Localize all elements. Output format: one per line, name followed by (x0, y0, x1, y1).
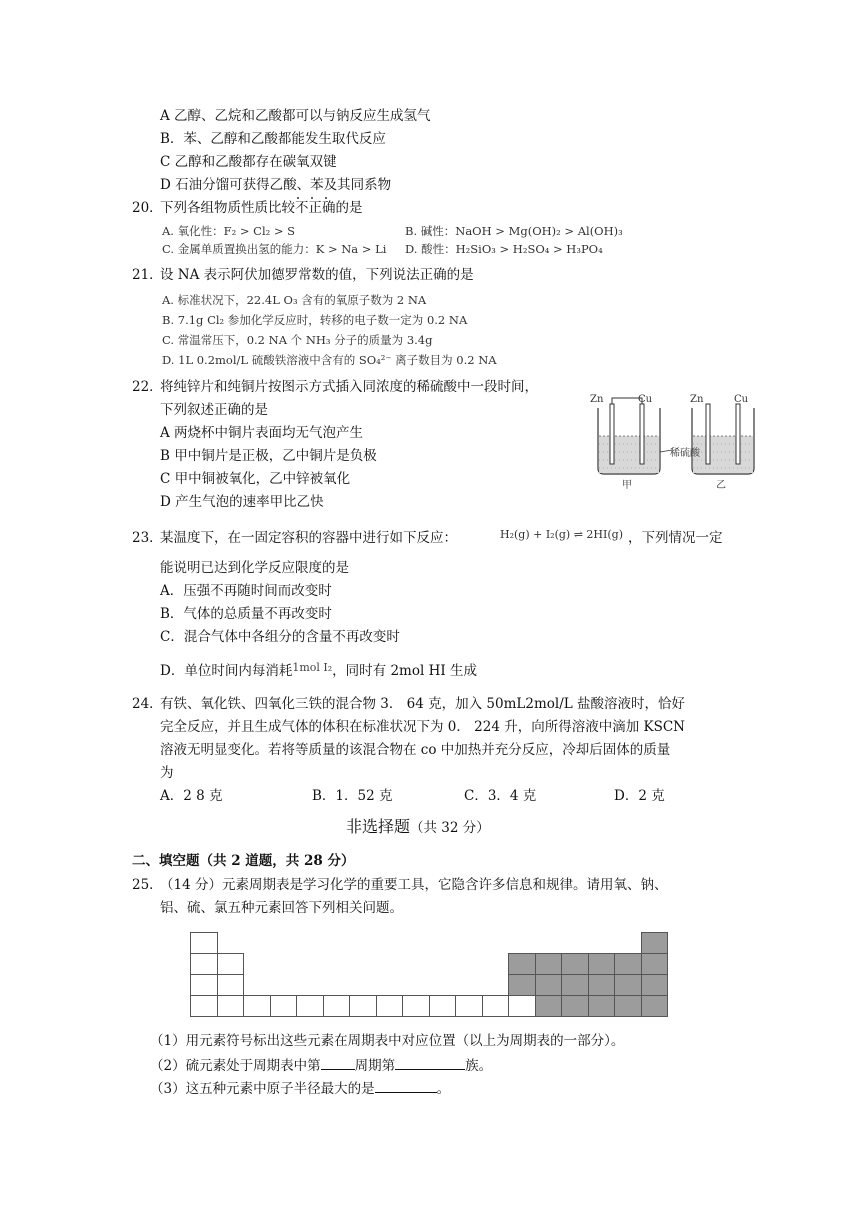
emphasis-dot (311, 197, 313, 199)
largest-radius-answer-blank[interactable] (375, 1078, 437, 1093)
periodic-table-cell (190, 953, 218, 975)
beakers-diagram (588, 390, 768, 490)
periodic-table-figure (190, 932, 674, 1024)
q23-stem-line1-end: ，下列情况一定 (628, 530, 723, 546)
q19-option-d: D 石油分馏可获得乙酸、苯及其同系物 (160, 177, 392, 193)
q22-option-c: C 甲中铜被氧化，乙中锌被氧化 (160, 471, 351, 487)
periodic-table-cell (402, 995, 430, 1017)
q22-stem-line2: 下列叙述正确的是 (160, 402, 268, 418)
periodic-table-cell (376, 995, 404, 1017)
q24-number: 24． (132, 696, 163, 712)
periodic-table-cell (561, 974, 589, 996)
q23-option-d-start: D．单位时间内每消耗 (160, 663, 293, 679)
periodic-table-cell (561, 953, 589, 975)
periodic-table-cell (429, 995, 457, 1017)
periodic-table-cell (641, 995, 669, 1017)
periodic-table-cell (217, 953, 245, 975)
q21-stem: 设 NA 表示阿伏加德罗常数的值，下列说法正确的是 (160, 267, 474, 283)
periodic-table-cell (217, 974, 245, 996)
q23-option-b: B．气体的总质量不再改变时 (160, 606, 332, 622)
periodic-table-cell (190, 995, 218, 1017)
q25-sub1: （1）用元素符号标出这些元素在周期表中对应位置（以上为周期表的一部分）。 (150, 1033, 625, 1049)
q20-option-b: B. 碱性：NaOH > Mg(OH)₂ > Al(OH)₃ (405, 224, 623, 238)
q25-sub2-mid: 周期第 (354, 1058, 396, 1074)
q20-stem: 下列各组物质性质比较不正确的是 (160, 200, 363, 216)
q24-option-b: B．1．52 克 (312, 788, 393, 804)
q20-option-c: C. 金属单质置换出氢的能力：K > Na > Li (162, 242, 387, 256)
zn-label-yi: Zn (690, 394, 704, 405)
q25-sub2 (150, 1055, 492, 1075)
periodic-table-cell (641, 953, 669, 975)
periodic-table-cell (190, 932, 218, 954)
periodic-table-cell (535, 974, 563, 996)
periodic-table-cell (270, 995, 298, 1017)
periodic-table-cell (561, 995, 589, 1017)
periodic-table-cell (217, 995, 245, 1017)
cu-label-jia: Cu (638, 394, 653, 405)
periodic-table-cell (190, 974, 218, 996)
q25-number: 25． (132, 877, 163, 893)
emphasis-dot (325, 197, 327, 199)
periodic-table-cell (296, 995, 324, 1017)
q24-line3: 溶液无明显变化。若将等质量的该混合物在 co 中加热并充分反应，冷却后固体的质量 (160, 742, 671, 758)
periodic-table-cell (508, 953, 536, 975)
q20-number: 20． (132, 200, 163, 216)
periodic-table-cell (614, 995, 642, 1017)
q19-option-a: A 乙醇、乙烷和乙酸都可以与钠反应生成氢气 (160, 108, 431, 124)
periodic-table-cell (508, 974, 536, 996)
q20-option-d: D. 酸性：H₂SiO₃ > H₂SO₄ > H₃PO₄ (405, 242, 603, 256)
section-title-text: 非选择题 (346, 817, 411, 836)
q22-number: 22． (132, 379, 163, 395)
q23-stem-line1: 某温度下，在一固定容积的容器中进行如下反应： (160, 530, 457, 546)
q22-option-b: B 甲中铜片是正极，乙中铜片是负极 (160, 448, 377, 464)
periodic-table-cell (614, 953, 642, 975)
q19-option-c: C 乙醇和乙酸都存在碳氧双键 (160, 154, 337, 170)
periodic-table-cell (588, 995, 616, 1017)
q23-equation: H₂(g) + I₂(g) ⇌ 2HI(g) (500, 528, 623, 541)
q21-option-c: C. 常温常压下，0.2 NA 个 NH₃ 分子的质量为 3.4g (162, 333, 433, 347)
q25-line2: 铝、硫、氯五种元素回答下列相关问题。 (160, 900, 403, 916)
q25-line1: （14 分）元素周期表是学习化学的重要工具，它隐含许多信息和规律。请用氧、钠、 (160, 877, 668, 893)
periodic-table-cell (482, 995, 510, 1017)
periodic-table-cell (508, 995, 536, 1017)
cu-label-yi: Cu (734, 394, 749, 405)
emphasis-dot (297, 197, 299, 199)
beaker-jia-label: 甲 (622, 480, 632, 491)
periodic-table-cell (641, 974, 669, 996)
acid-label: 稀硫酸 (670, 448, 700, 459)
q23-number: 23． (132, 530, 163, 546)
group-answer-blank[interactable] (395, 1055, 465, 1070)
part2-heading: 二、填空题（共 2 道题，共 28 分） (132, 853, 355, 869)
section-score: （共 32 分） (410, 820, 490, 836)
periodic-table-cell (614, 974, 642, 996)
q22-stem-line1: 将纯锌片和纯铜片按图示方式插入同浓度的稀硫酸中一段时间， (160, 379, 538, 395)
q20-option-a: A. 氧化性：F₂ > Cl₂ > S (162, 224, 296, 238)
q25-sub2-end: 族。 (465, 1058, 493, 1074)
q21-number: 21． (132, 267, 163, 283)
beaker-yi-label: 乙 (716, 480, 726, 491)
q23-option-a: A．压强不再随时间而改变时 (160, 583, 332, 599)
zn-label-jia: Zn (590, 394, 604, 405)
q19-option-b: B．苯、乙醇和乙酸都能发生取代反应 (160, 131, 386, 147)
q23-option-c: C．混合气体中各组分的含量不再改变时 (160, 629, 400, 645)
q23-option-d (160, 662, 477, 681)
periodic-table-cell (535, 995, 563, 1017)
q24-option-c: C．3．4 克 (464, 788, 537, 804)
periodic-table-cell (455, 995, 483, 1017)
q23-option-d-end: ，同时有 2mol HI 生成 (332, 663, 477, 679)
q23-option-d-formula: 1mol I₂ (292, 661, 333, 674)
q23-stem-line2: 能说明已达到化学反应限度的是 (160, 560, 349, 576)
galvanic-cell-figure (588, 390, 768, 490)
period-answer-blank[interactable] (321, 1055, 355, 1070)
section-title (346, 818, 490, 837)
q24-option-d: D．2 克 (614, 788, 665, 804)
periodic-table-cell (243, 995, 271, 1017)
q22-option-a: A 两烧杯中铜片表面均无气泡产生 (160, 425, 364, 441)
q21-option-a: A. 标准状况下，22.4L O₃ 含有的氧原子数为 2 NA (162, 293, 427, 307)
q25-sub3 (150, 1078, 450, 1098)
q22-option-d: D 产生气泡的速率甲比乙快 (160, 494, 324, 510)
periodic-table-cell (641, 932, 669, 954)
q25-sub3-end: 。 (436, 1081, 451, 1097)
periodic-table-cell (323, 995, 351, 1017)
periodic-table-cell (535, 953, 563, 975)
q25-sub2-start: （2）硫元素处于周期表中第 (150, 1058, 321, 1074)
q25-sub3-start: （3）这五种元素中原子半径最大的是 (150, 1081, 375, 1097)
q24-line1: 有铁、氧化铁、四氧化三铁的混合物 3． 64 克，加入 50mL2mol/L 盐酸溶液时，恰好 (160, 696, 686, 712)
q24-option-a: A．2 8 克 (160, 788, 223, 804)
q24-line4: 为 (160, 765, 174, 781)
periodic-table-cell (349, 995, 377, 1017)
q21-option-d: D. 1L 0.2mol/L 硫酸铁溶液中含有的 SO₄²⁻ 离子数目为 0.2 NA (162, 353, 497, 367)
periodic-table-cell (588, 974, 616, 996)
q21-option-b: B. 7.1g Cl₂ 参加化学反应时，转移的电子数一定为 0.2 NA (162, 313, 468, 327)
periodic-table-cell (588, 953, 616, 975)
q24-line2: 完全反应，并且生成气体的体积在标准状况下为 0． 224 升，向所得溶液中滴加 KSCN (160, 719, 685, 735)
